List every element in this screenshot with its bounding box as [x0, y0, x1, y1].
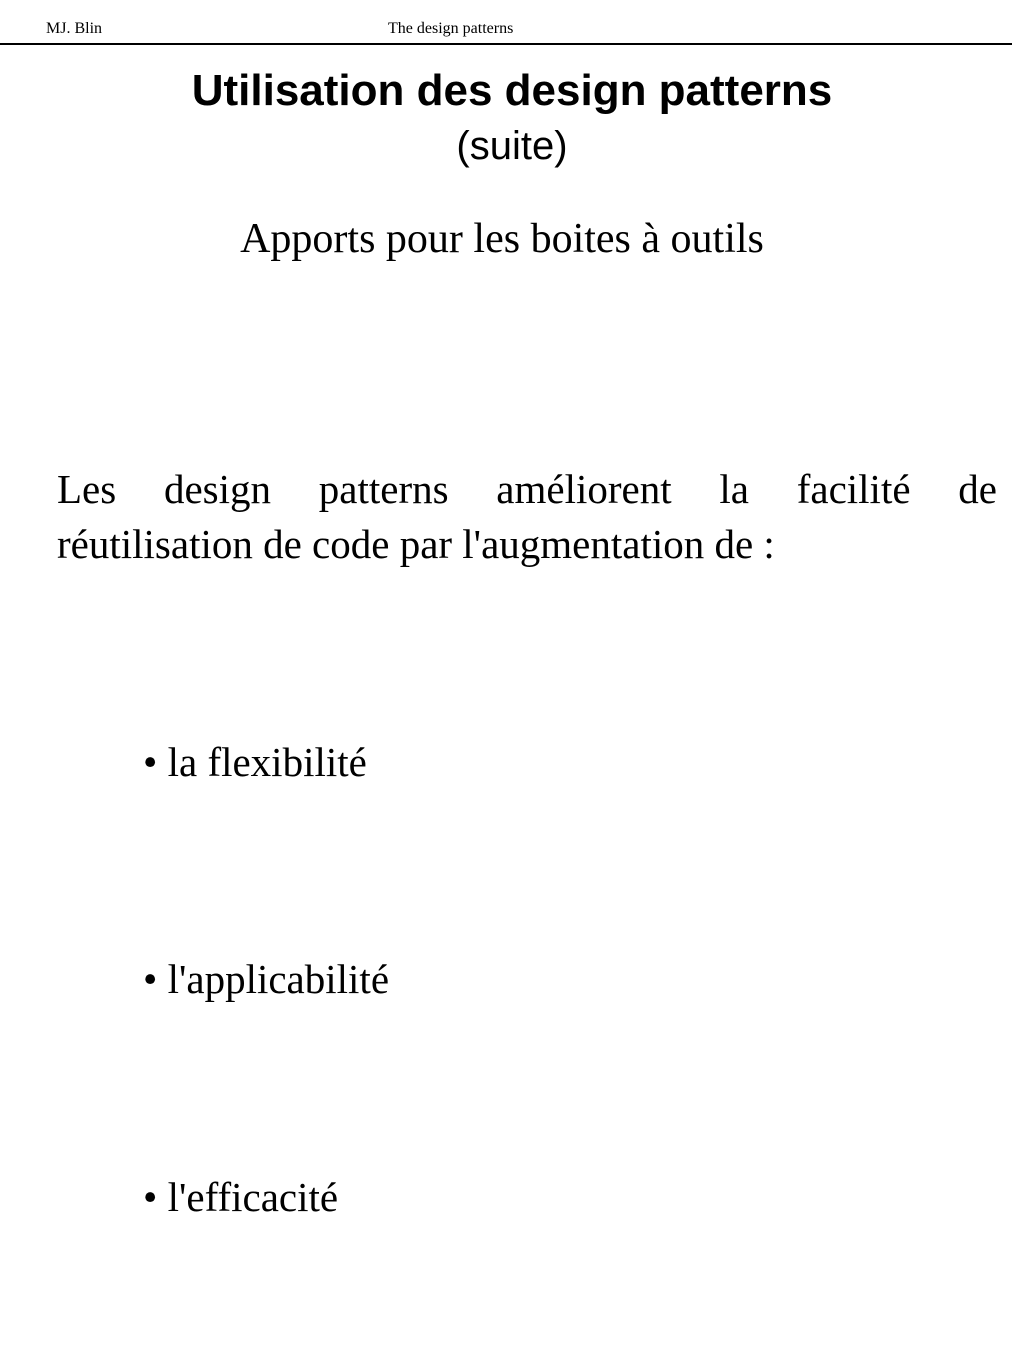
header-course-title: The design patterns — [388, 20, 514, 37]
bullet-flexibility: • la flexibilité — [143, 739, 367, 785]
intro-paragraph — [57, 462, 997, 572]
slide-subtitle: (suite) — [456, 124, 568, 168]
paragraph-line-2: réutilisation de code par l'augmentation de : — [57, 521, 775, 567]
header-divider — [0, 43, 1012, 45]
section-heading: Apports pour les boites à outils — [240, 216, 764, 262]
header-author: MJ. Blin — [46, 20, 103, 37]
bullet-applicability: • l'applicabilité — [143, 956, 390, 1002]
slide-title: Utilisation des design patterns — [191, 66, 833, 115]
bullet-efficiency: • l'efficacité — [143, 1174, 339, 1220]
paragraph-line-1: Les design patterns améliorent la facilité de — [57, 466, 997, 512]
